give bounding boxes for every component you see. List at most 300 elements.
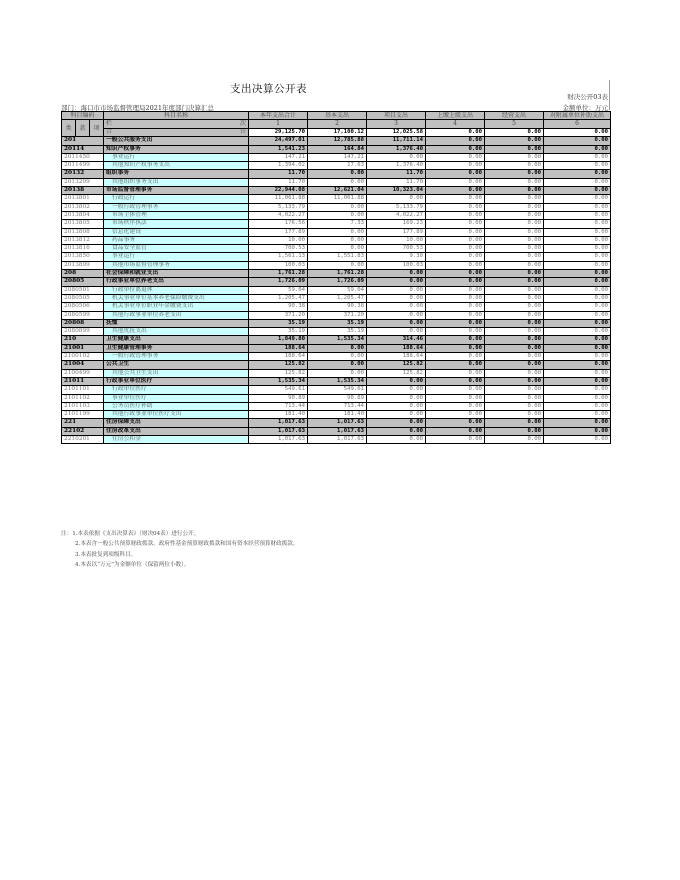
table-row (62, 278, 611, 286)
row-value-c1: 1,541.23 (249, 145, 308, 153)
row-value-c6: 0.00 (544, 236, 611, 244)
row-name: 行政事业单位养老支出 (104, 278, 249, 286)
row-value-c4: 0.00 (426, 261, 485, 269)
header-row (62, 112, 611, 120)
row-value-c4: 0.00 (426, 162, 485, 170)
row-value-c6: 0.00 (544, 228, 611, 236)
table-row (62, 286, 611, 294)
row-value-c6: 0.00 (544, 137, 611, 145)
total-right: 计 (240, 128, 246, 135)
row-value-c4: 0.00 (426, 427, 485, 435)
row-value-c4: 0.00 (426, 294, 485, 302)
row-value-c3: 314.46 (367, 336, 426, 344)
row-value-c1: 1,017.63 (249, 427, 308, 435)
row-name: 一般行政管理事务 (104, 203, 249, 211)
row-value-c3: 0.00 (367, 195, 426, 203)
table-row (62, 361, 611, 369)
row-code: 2101199 (62, 411, 104, 419)
row-value-c2: 17.63 (308, 162, 367, 170)
table-row (62, 427, 611, 435)
row-name: 其他组织事务支出 (104, 178, 249, 186)
row-value-c5: 0.00 (485, 203, 544, 211)
row-code: 221 (62, 419, 104, 427)
row-name: 社会保障和就业支出 (104, 270, 249, 278)
row-value-c5: 0.00 (485, 435, 544, 443)
table-row (62, 369, 611, 377)
row-value-c4: 0.00 (426, 211, 485, 219)
row-code: 2013804 (62, 211, 104, 219)
row-value-c3: 4,022.27 (367, 211, 426, 219)
row-value-c5: 0.00 (485, 211, 544, 219)
row-value-c1: 188.64 (249, 344, 308, 352)
row-value-c1: 1,849.80 (249, 336, 308, 344)
index-4: 4 (426, 120, 485, 129)
index-right: 次 (239, 120, 246, 128)
row-value-c6: 0.00 (544, 427, 611, 435)
row-value-c3: 0.00 (367, 153, 426, 161)
unit-label: 金额单位：万元 (562, 104, 608, 112)
note-1: 注：1.本表依据《支出决算表》（财决04表）进行公开。 (61, 531, 200, 537)
row-value-c6: 0.00 (544, 369, 611, 377)
col-header-c6: 对附属单位补助支出 (544, 112, 611, 120)
total-row (62, 128, 611, 137)
row-value-c1: 35.19 (249, 328, 308, 336)
row-code: 20138 (62, 187, 104, 195)
row-value-c4: 0.00 (426, 435, 485, 443)
row-value-c6: 0.00 (544, 386, 611, 394)
row-value-c6: 0.00 (544, 394, 611, 402)
row-name: 机关事业单位职业年金缴费支出 (104, 303, 249, 311)
form-number: 财决公开03表 (567, 93, 608, 101)
row-value-c4: 0.00 (426, 311, 485, 319)
page-title: 支出决算公开表 (230, 83, 307, 95)
row-value-c3: 0.00 (367, 411, 426, 419)
row-value-c5: 0.00 (485, 187, 544, 195)
row-value-c3: 0.00 (367, 402, 426, 410)
table-row (62, 344, 611, 352)
row-name: 食品安全监管 (104, 245, 249, 253)
row-value-c2: 12,621.04 (308, 187, 367, 195)
row-value-c6: 0.00 (544, 153, 611, 161)
row-value-c1: 371.20 (249, 311, 308, 319)
row-name: 行政单位离退休 (104, 286, 249, 294)
row-value-c5: 0.00 (485, 377, 544, 385)
row-value-c4: 0.00 (426, 153, 485, 161)
row-value-c2: 0.00 (308, 369, 367, 377)
row-value-c2: 0.00 (308, 361, 367, 369)
row-value-c1: 177.89 (249, 228, 308, 236)
table-row (62, 153, 611, 161)
row-value-c1: 35.19 (249, 319, 308, 327)
table-row (62, 328, 611, 336)
row-name: 事业运行 (104, 153, 249, 161)
table-row (62, 170, 611, 178)
row-name: 公务员医疗补助 (104, 402, 249, 410)
row-value-c5: 0.00 (485, 328, 544, 336)
row-value-c4: 0.00 (426, 278, 485, 286)
row-code: 21001 (62, 344, 104, 352)
row-name: 事业单位医疗 (104, 394, 249, 402)
row-value-c6: 0.00 (544, 170, 611, 178)
row-value-c5: 0.00 (485, 427, 544, 435)
table-row (62, 419, 611, 427)
row-code: 2013808 (62, 228, 104, 236)
row-value-c5: 0.00 (485, 386, 544, 394)
row-value-c6: 0.00 (544, 195, 611, 203)
row-value-c2: 90.89 (308, 394, 367, 402)
row-value-c4: 0.00 (426, 411, 485, 419)
row-value-c4: 0.00 (426, 178, 485, 186)
row-value-c2: 1,205.47 (308, 294, 367, 302)
row-value-c3: 1,376.40 (367, 145, 426, 153)
table-row (62, 377, 611, 385)
row-name: 一般公共服务支出 (104, 137, 249, 145)
table-row (62, 435, 611, 443)
total-c2: 17,100.12 (308, 128, 367, 137)
row-name: 住房公积金 (104, 435, 249, 443)
total-label (104, 128, 249, 137)
row-value-c4: 0.00 (426, 220, 485, 228)
row-value-c6: 0.00 (544, 328, 611, 336)
row-value-c3: 0.00 (367, 419, 426, 427)
row-value-c1: 700.53 (249, 245, 308, 253)
col-header-c2: 基本支出 (308, 112, 367, 120)
row-value-c5: 0.00 (485, 361, 544, 369)
row-value-c1: 10.00 (249, 236, 308, 244)
row-code: 2011450 (62, 153, 104, 161)
row-value-c5: 0.00 (485, 286, 544, 294)
row-value-c5: 0.00 (485, 220, 544, 228)
table-row (62, 145, 611, 153)
row-name: 公共卫生 (104, 361, 249, 369)
row-value-c4: 0.00 (426, 319, 485, 327)
row-value-c3: 0.00 (367, 286, 426, 294)
row-name: 行政运行 (104, 195, 249, 203)
row-value-c4: 0.00 (426, 377, 485, 385)
row-value-c5: 0.00 (485, 137, 544, 145)
row-value-c1: 549.61 (249, 386, 308, 394)
row-value-c6: 0.00 (544, 270, 611, 278)
row-value-c2: 1,017.63 (308, 435, 367, 443)
index-left: 栏 (106, 120, 113, 128)
total-c4: 0.00 (426, 128, 485, 137)
row-value-c5: 0.00 (485, 195, 544, 203)
row-name: 事业运行 (104, 253, 249, 261)
footnotes (61, 529, 299, 570)
row-code: 22102 (62, 427, 104, 435)
row-value-c2: 0.00 (308, 203, 367, 211)
row-name: 卫生健康支出 (104, 336, 249, 344)
row-value-c2: 0.00 (308, 228, 367, 236)
row-value-c5: 0.00 (485, 145, 544, 153)
row-name: 其他优抚支出 (104, 328, 249, 336)
row-value-c2: 1,535.34 (308, 336, 367, 344)
row-value-c2: 0.00 (308, 211, 367, 219)
row-value-c4: 0.00 (426, 137, 485, 145)
row-value-c3: 9.30 (367, 253, 426, 261)
row-value-c3: 10.00 (367, 236, 426, 244)
row-value-c2: 0.00 (308, 178, 367, 186)
row-value-c2: 35.19 (308, 328, 367, 336)
row-code: 20132 (62, 170, 104, 178)
row-name: 卫生健康管理事务 (104, 344, 249, 352)
row-name: 机关事业单位基本养老保险缴费支出 (104, 294, 249, 302)
row-value-c2: 59.04 (308, 286, 367, 294)
row-name: 其他行政事业单位医疗支出 (104, 411, 249, 419)
row-value-c2: 0.00 (308, 236, 367, 244)
row-name: 行政事业单位医疗 (104, 377, 249, 385)
row-name: 市场秩序执法 (104, 220, 249, 228)
row-value-c4: 0.00 (426, 195, 485, 203)
row-value-c1: 4,022.27 (249, 211, 308, 219)
row-value-c5: 0.00 (485, 303, 544, 311)
table-row (62, 336, 611, 344)
row-value-c4: 0.00 (426, 270, 485, 278)
row-value-c4: 0.00 (426, 245, 485, 253)
row-name: 知识产权事务 (104, 145, 249, 153)
row-value-c6: 0.00 (544, 245, 611, 253)
row-value-c2: 181.40 (308, 411, 367, 419)
col-header-c5: 经营支出 (485, 112, 544, 120)
row-code: 2013801 (62, 195, 104, 203)
row-value-c4: 0.00 (426, 353, 485, 361)
row-value-c1: 176.56 (249, 220, 308, 228)
row-value-c6: 0.00 (544, 286, 611, 294)
index-3: 3 (367, 120, 426, 129)
row-code: 20114 (62, 145, 104, 153)
row-value-c5: 0.00 (485, 311, 544, 319)
row-name: 行政单位医疗 (104, 386, 249, 394)
row-value-c6: 0.00 (544, 211, 611, 219)
row-value-c5: 0.00 (485, 236, 544, 244)
row-value-c6: 0.00 (544, 419, 611, 427)
row-value-c5: 0.00 (485, 270, 544, 278)
row-value-c2: 12,785.88 (308, 137, 367, 145)
row-value-c1: 22,944.08 (249, 187, 308, 195)
row-value-c5: 0.00 (485, 162, 544, 170)
row-value-c1: 1,726.09 (249, 278, 308, 286)
table-row (62, 261, 611, 269)
row-value-c5: 0.00 (485, 294, 544, 302)
row-value-c5: 0.00 (485, 261, 544, 269)
table-row (62, 178, 611, 186)
row-value-c2: 0.00 (308, 261, 367, 269)
row-value-c4: 0.00 (426, 145, 485, 153)
row-value-c6: 0.00 (544, 336, 611, 344)
row-value-c4: 0.00 (426, 344, 485, 352)
row-value-c3: 700.53 (367, 245, 426, 253)
row-name: 住房保障支出 (104, 419, 249, 427)
row-value-c4: 0.00 (426, 369, 485, 377)
row-value-c6: 0.00 (544, 187, 611, 195)
row-value-c6: 0.00 (544, 402, 611, 410)
row-value-c5: 0.00 (485, 344, 544, 352)
code-sub-lei: 类 (62, 120, 76, 137)
row-value-c6: 0.00 (544, 303, 611, 311)
table-row (62, 195, 611, 203)
row-name: 组织事务 (104, 170, 249, 178)
row-value-c2: 1,761.28 (308, 270, 367, 278)
row-name: 市场监督管理事务 (104, 187, 249, 195)
row-value-c6: 0.00 (544, 162, 611, 170)
row-code: 2013805 (62, 220, 104, 228)
table-row (62, 203, 611, 211)
row-value-c1: 59.04 (249, 286, 308, 294)
col-header-c3: 项目支出 (367, 112, 426, 120)
row-value-c1: 90.38 (249, 303, 308, 311)
code-sub-kuan: 款 (76, 120, 90, 137)
row-value-c2: 1,535.34 (308, 377, 367, 385)
row-value-c6: 0.00 (544, 261, 611, 269)
note-4: 4.本表以“万元”为金额单位（保留两位小数）。 (75, 561, 190, 568)
row-code: 2013812 (62, 236, 104, 244)
row-code: 2080599 (62, 311, 104, 319)
row-value-c2: 147.21 (308, 153, 367, 161)
row-value-c6: 0.00 (544, 145, 611, 153)
row-value-c4: 0.00 (426, 361, 485, 369)
row-value-c6: 0.00 (544, 411, 611, 419)
col-header-code: 科目编码 (62, 112, 104, 120)
row-code: 201 (62, 137, 104, 145)
row-code: 2101102 (62, 394, 104, 402)
row-value-c2: 7.33 (308, 220, 367, 228)
row-value-c3: 11,711.14 (367, 137, 426, 145)
row-value-c6: 0.00 (544, 377, 611, 385)
index-5: 5 (485, 120, 544, 129)
total-c1: 29,125.70 (249, 128, 308, 137)
row-value-c1: 1,561.13 (249, 253, 308, 261)
row-value-c3: 0.00 (367, 311, 426, 319)
row-value-c5: 0.00 (485, 402, 544, 410)
row-value-c1: 713.44 (249, 402, 308, 410)
row-name: 市场主体管理 (104, 211, 249, 219)
row-code: 2013850 (62, 253, 104, 261)
row-value-c4: 0.00 (426, 253, 485, 261)
index-2: 2 (308, 120, 367, 129)
row-value-c6: 0.00 (544, 178, 611, 186)
row-name: 一般行政管理事务 (104, 353, 249, 361)
row-value-c3: 0.00 (367, 328, 426, 336)
row-value-c3: 0.00 (367, 319, 426, 327)
row-code: 2011499 (62, 162, 104, 170)
row-code: 2080501 (62, 286, 104, 294)
department-label: 部门：海口市市场监督管理局2021年度部门决算汇总 (61, 104, 215, 112)
row-value-c1: 11,061.88 (249, 195, 308, 203)
row-value-c5: 0.00 (485, 245, 544, 253)
row-value-c5: 0.00 (485, 369, 544, 377)
row-value-c1: 147.21 (249, 153, 308, 161)
row-value-c2: 164.84 (308, 145, 367, 153)
table-row (62, 187, 611, 195)
table-row (62, 245, 611, 253)
row-code: 2013802 (62, 203, 104, 211)
row-value-c3: 169.23 (367, 220, 426, 228)
row-value-c3: 0.00 (367, 278, 426, 286)
row-value-c1: 1,535.34 (249, 377, 308, 385)
row-code: 2013899 (62, 261, 104, 269)
row-value-c4: 0.00 (426, 402, 485, 410)
row-value-c5: 0.00 (485, 394, 544, 402)
table-row (62, 137, 611, 145)
row-name: 其他知识产权事务支出 (104, 162, 249, 170)
row-value-c3: 1,376.40 (367, 162, 426, 170)
table-row (62, 394, 611, 402)
row-name: 药品事务 (104, 236, 249, 244)
table-row (62, 211, 611, 219)
table-row (62, 236, 611, 244)
row-code: 2013299 (62, 178, 104, 186)
index-label (104, 120, 249, 129)
row-value-c3: 10,323.04 (367, 187, 426, 195)
row-value-c4: 0.00 (426, 286, 485, 294)
row-name: 其他公共卫生支出 (104, 369, 249, 377)
row-value-c2: 1,017.63 (308, 427, 367, 435)
row-value-c5: 0.00 (485, 336, 544, 344)
row-code: 2101103 (62, 402, 104, 410)
row-value-c3: 0.00 (367, 294, 426, 302)
row-value-c6: 0.00 (544, 361, 611, 369)
row-value-c6: 0.00 (544, 220, 611, 228)
row-code: 2080506 (62, 303, 104, 311)
row-value-c1: 181.40 (249, 411, 308, 419)
table-row (62, 253, 611, 261)
note-3: 3.本表批复到项级科目。 (75, 551, 137, 558)
row-value-c4: 0.00 (426, 328, 485, 336)
row-value-c3: 177.89 (367, 228, 426, 236)
table-row (62, 294, 611, 302)
row-value-c3: 11.70 (367, 178, 426, 186)
row-value-c3: 0.00 (367, 270, 426, 278)
code-sub-xiang: 项 (90, 120, 104, 137)
row-value-c6: 0.00 (544, 203, 611, 211)
index-6: 6 (544, 120, 611, 129)
row-value-c4: 0.00 (426, 386, 485, 394)
row-value-c5: 0.00 (485, 411, 544, 419)
row-value-c3: 188.64 (367, 344, 426, 352)
row-value-c2: 0.00 (308, 245, 367, 253)
row-value-c4: 0.00 (426, 170, 485, 178)
col-header-c1: 本年支出合计 (249, 112, 308, 120)
row-value-c5: 0.00 (485, 153, 544, 161)
row-code: 2080899 (62, 328, 104, 336)
row-code: 2100102 (62, 353, 104, 361)
total-c5: 0.00 (485, 128, 544, 137)
row-value-c6: 0.00 (544, 344, 611, 352)
row-value-c2: 1,017.63 (308, 419, 367, 427)
row-value-c6: 0.00 (544, 319, 611, 327)
table-row (62, 411, 611, 419)
row-value-c2: 549.61 (308, 386, 367, 394)
table-row (62, 228, 611, 236)
row-code: 208 (62, 270, 104, 278)
note-2: 2.本表含一般公共预算财政拨款、政府性基金预算财政拨款和国有资本经营预算财政拨款。 (75, 541, 299, 548)
row-value-c3: 0.00 (367, 377, 426, 385)
row-value-c4: 0.00 (426, 419, 485, 427)
row-value-c4: 0.00 (426, 303, 485, 311)
row-value-c4: 0.00 (426, 236, 485, 244)
row-value-c5: 0.00 (485, 178, 544, 186)
row-value-c3: 125.82 (367, 369, 426, 377)
row-value-c3: 0.00 (367, 394, 426, 402)
row-value-c5: 0.00 (485, 228, 544, 236)
row-code: 21011 (62, 377, 104, 385)
col-header-name: 科目名称 (104, 112, 249, 120)
row-code: 20808 (62, 319, 104, 327)
table-row (62, 311, 611, 319)
row-value-c1: 125.82 (249, 361, 308, 369)
total-left: 合 (106, 128, 112, 135)
row-value-c3: 100.03 (367, 261, 426, 269)
